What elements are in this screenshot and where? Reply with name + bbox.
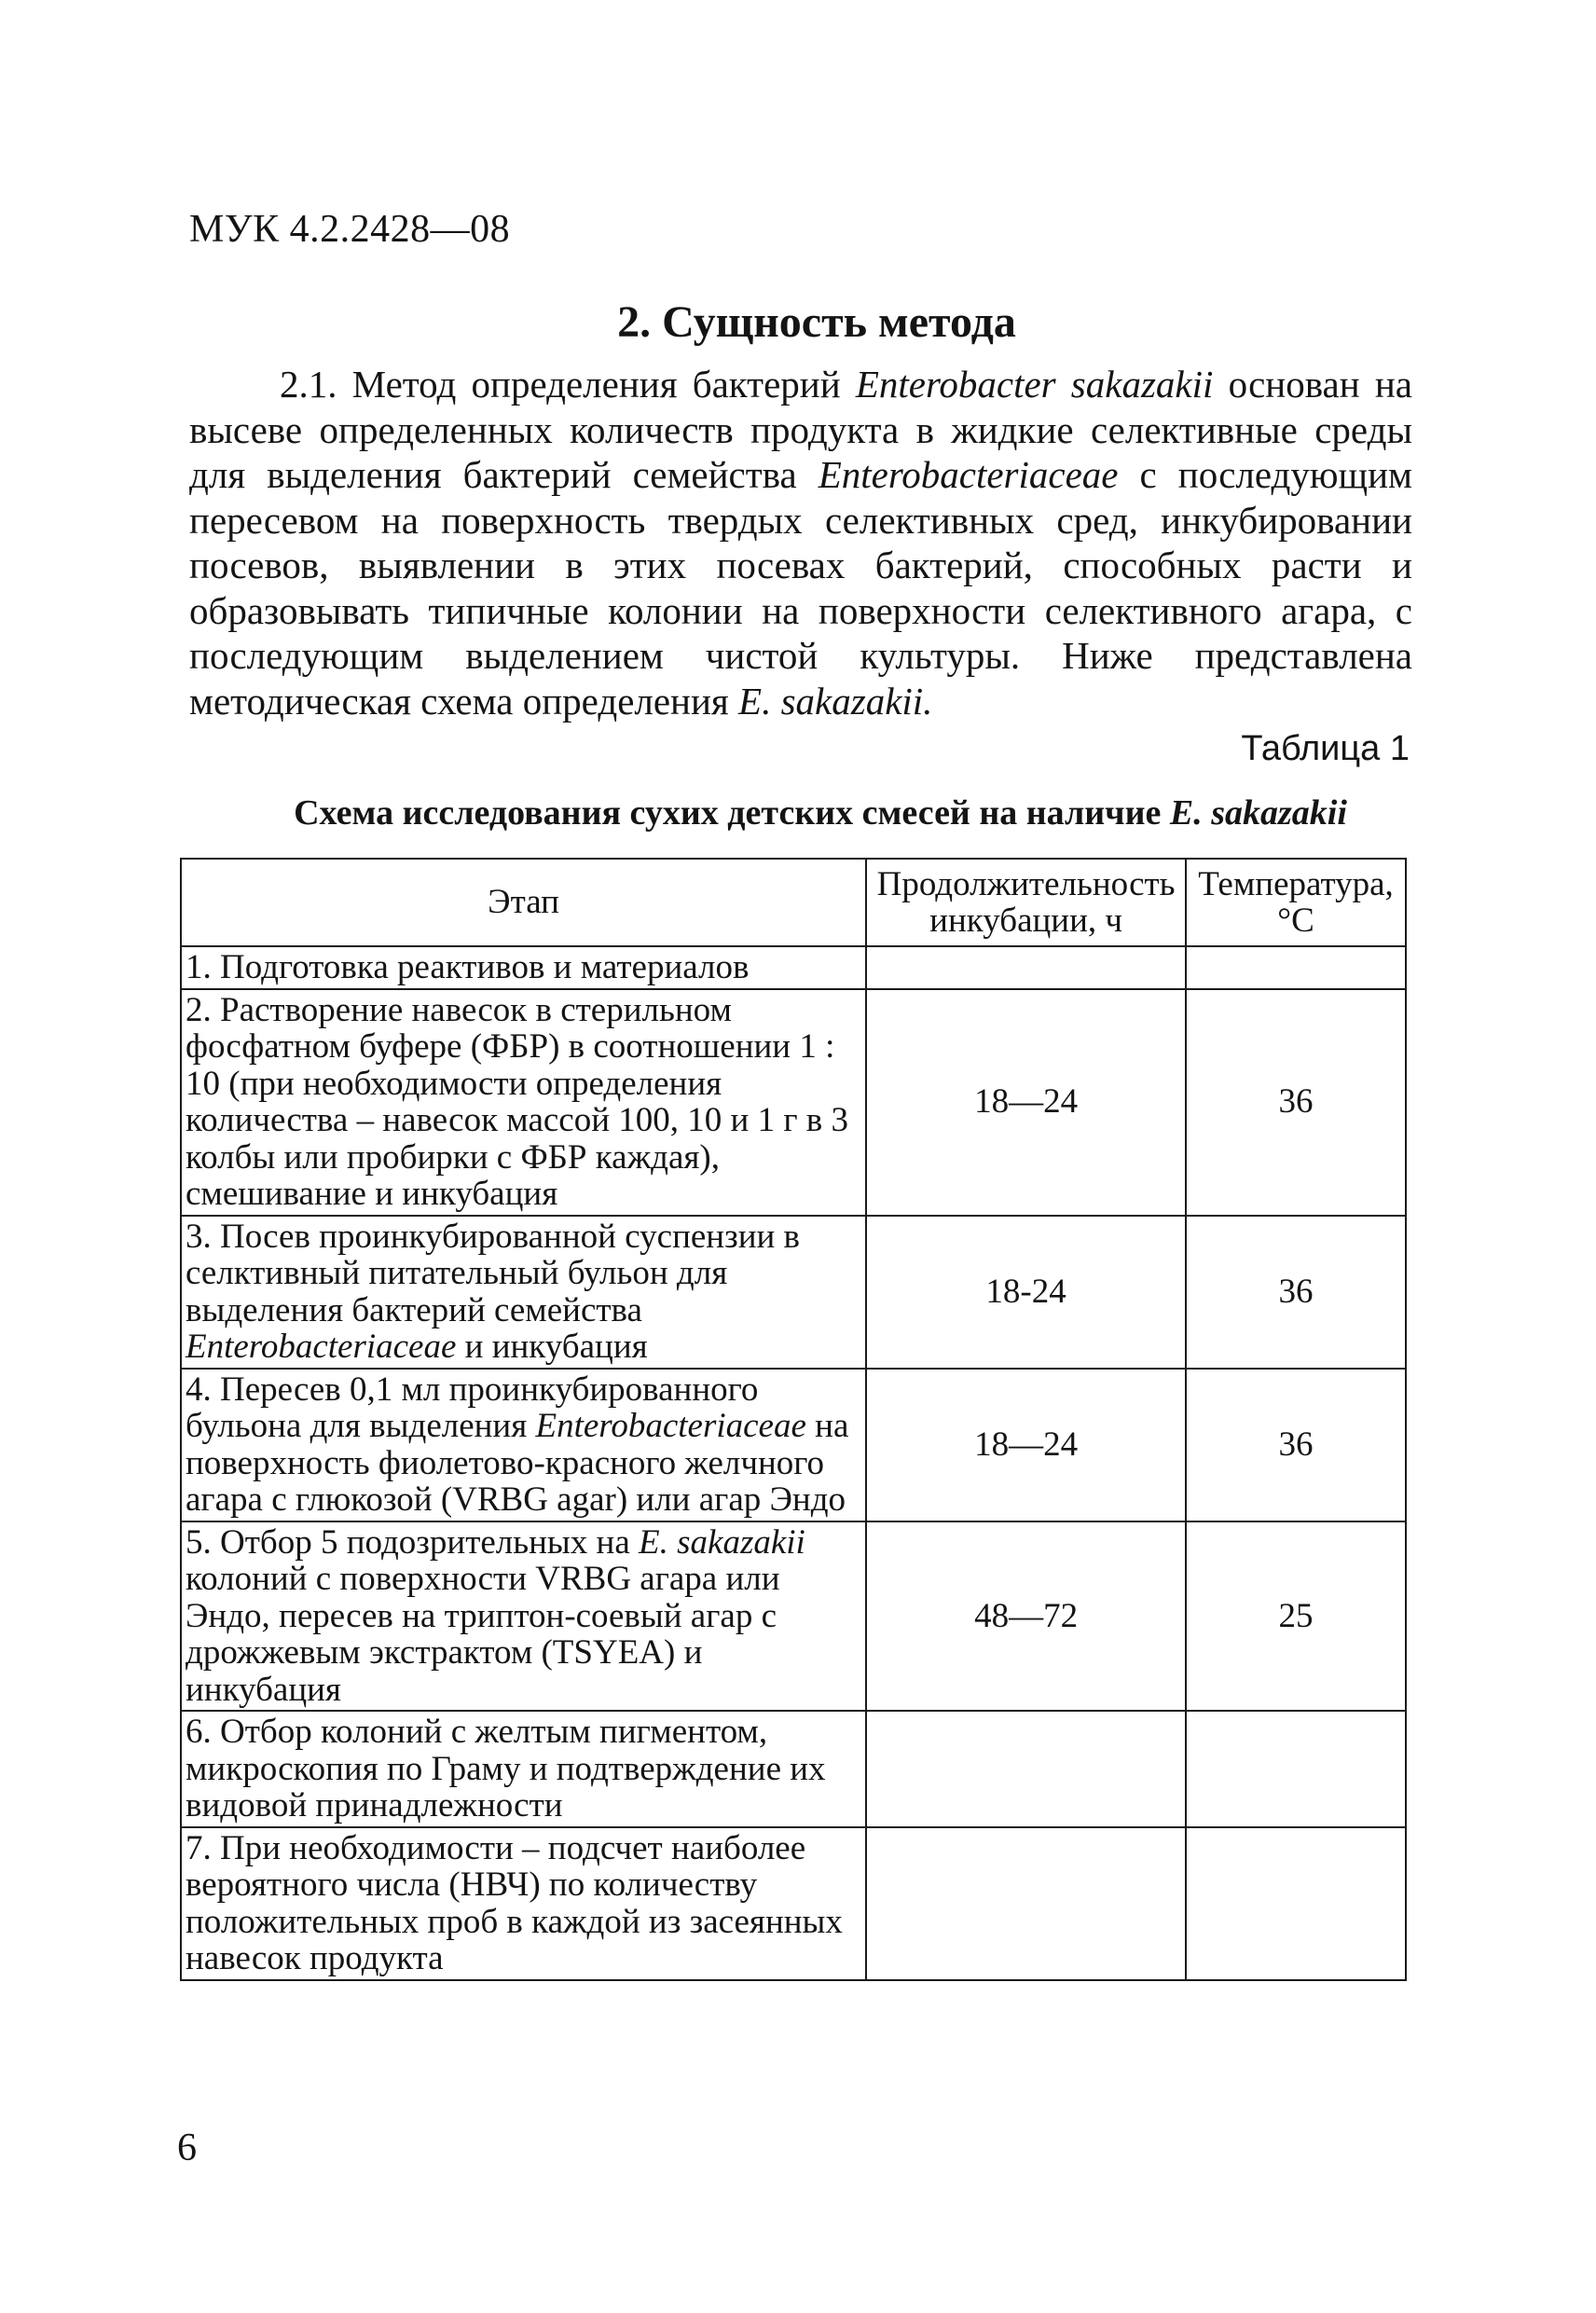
temperature-cell: 36	[1186, 1369, 1406, 1521]
table-caption-text: Схема исследования сухих детских смесей на наличие	[294, 793, 1170, 833]
paragraph-italic-term: Enterobacter sakazakii	[855, 363, 1214, 406]
stage-text: на поверхность фиолетово-красного желчного агара с глюкозой (VRBG agar) или агар Эндо	[186, 1407, 849, 1519]
header-duration: Продолжительность инкубации, ч	[866, 859, 1186, 946]
stage-text: 3. Посев проинкубированной суспензии в селктивный питательный бульон для выделения бактерий семейства	[186, 1217, 801, 1329]
duration-cell	[866, 946, 1186, 989]
table-header-row	[181, 859, 1406, 946]
stage-text: и инкубация	[456, 1328, 648, 1366]
temperature-cell: 25	[1186, 1521, 1406, 1712]
header-temperature: Температура, °С	[1186, 859, 1406, 946]
document-code: МУК 4.2.2428—08	[189, 208, 511, 251]
stage-cell: 1. Подготовка реактивов и материалов	[181, 946, 866, 989]
stage-text: колоний с поверхности VRBG агара или Эндо, пересев на триптон-соевый агар с дрожжевым экстрактом (TSYEA) и инкубация	[186, 1560, 780, 1709]
table-number: Таблица 1	[1241, 729, 1410, 768]
stage-italic-term: Enterobacteriaceae	[535, 1407, 806, 1445]
stage-text: 5. Отбор 5 подозрительных на	[186, 1522, 640, 1562]
table-row	[181, 989, 1406, 1216]
duration-cell: 18—24	[866, 1369, 1186, 1521]
temperature-cell	[1186, 1827, 1406, 1980]
temperature-cell: 36	[1186, 989, 1406, 1216]
duration-cell: 48—72	[866, 1521, 1186, 1712]
stage-text: 4. Пересев 0,1 мл проинкубированного бульона для выделения	[186, 1370, 759, 1445]
paragraph-italic-term: E. sakazakii.	[738, 679, 933, 723]
table-caption	[0, 792, 1596, 833]
paragraph-italic-term: Enterobacteriaceae	[818, 453, 1119, 496]
table-row	[181, 946, 1406, 989]
stage-italic-term: Enterobacteriaceae	[186, 1328, 457, 1366]
stage-cell: 2. Растворение навесок в стерильном фосфатном буфере (ФБР) в соотношении 1 : 10 (при необходимости определения количества – навесок массой 100, 10 и 1 г в 3 колбы или пробирки с ФБР каждая), смешивание и инкубация	[181, 989, 866, 1216]
temperature-cell	[1186, 1711, 1406, 1827]
table-row	[181, 1827, 1406, 1980]
stage-cell	[181, 1369, 866, 1521]
section-title: 2. Сущность метода	[617, 297, 1016, 347]
temperature-cell: 36	[1186, 1216, 1406, 1369]
stage-cell: 7. При необходимости – подсчет наиболее вероятного числа (НВЧ) по количеству положительных проб в каждой из засеянных навесок продукта	[181, 1827, 866, 1980]
stage-italic-term: E. sakazakii	[639, 1522, 805, 1562]
method-paragraph	[189, 362, 1412, 723]
header-stage: Этап	[181, 859, 866, 946]
duration-cell: 18—24	[866, 989, 1186, 1216]
table-row	[181, 1711, 1406, 1827]
stage-cell: 6. Отбор колоний с желтым пигментом, микроскопия по Граму и подтверждение их видовой принадлежности	[181, 1711, 866, 1827]
paragraph-text: с последующим пересевом на поверхность твердых селективных сред, инкубировании посевов, выявлении в этих посевах бактерий, способных расти и образовывать типичные колонии на поверхности селективного агара, с последующим выделением чистой культуры. Ниже представлена методическая схема определения	[189, 453, 1412, 723]
duration-cell: 18-24	[866, 1216, 1186, 1369]
temperature-cell	[1186, 946, 1406, 989]
table-row	[181, 1216, 1406, 1369]
table-row	[181, 1369, 1406, 1521]
page-number: 6	[177, 2127, 197, 2169]
duration-cell	[866, 1711, 1186, 1827]
research-scheme-table	[180, 858, 1407, 1981]
duration-cell	[866, 1827, 1186, 1980]
stage-cell	[181, 1521, 866, 1712]
table-caption-italic: E. sakazakii	[1169, 793, 1347, 833]
paragraph-text: основан на высеве определенных количеств продукта в жидкие селективные среды для выделения бактерий семейства	[189, 363, 1412, 496]
table-row	[181, 1521, 1406, 1712]
stage-cell	[181, 1216, 866, 1369]
paragraph-text: 2.1. Метод определения бактерий	[280, 363, 856, 406]
